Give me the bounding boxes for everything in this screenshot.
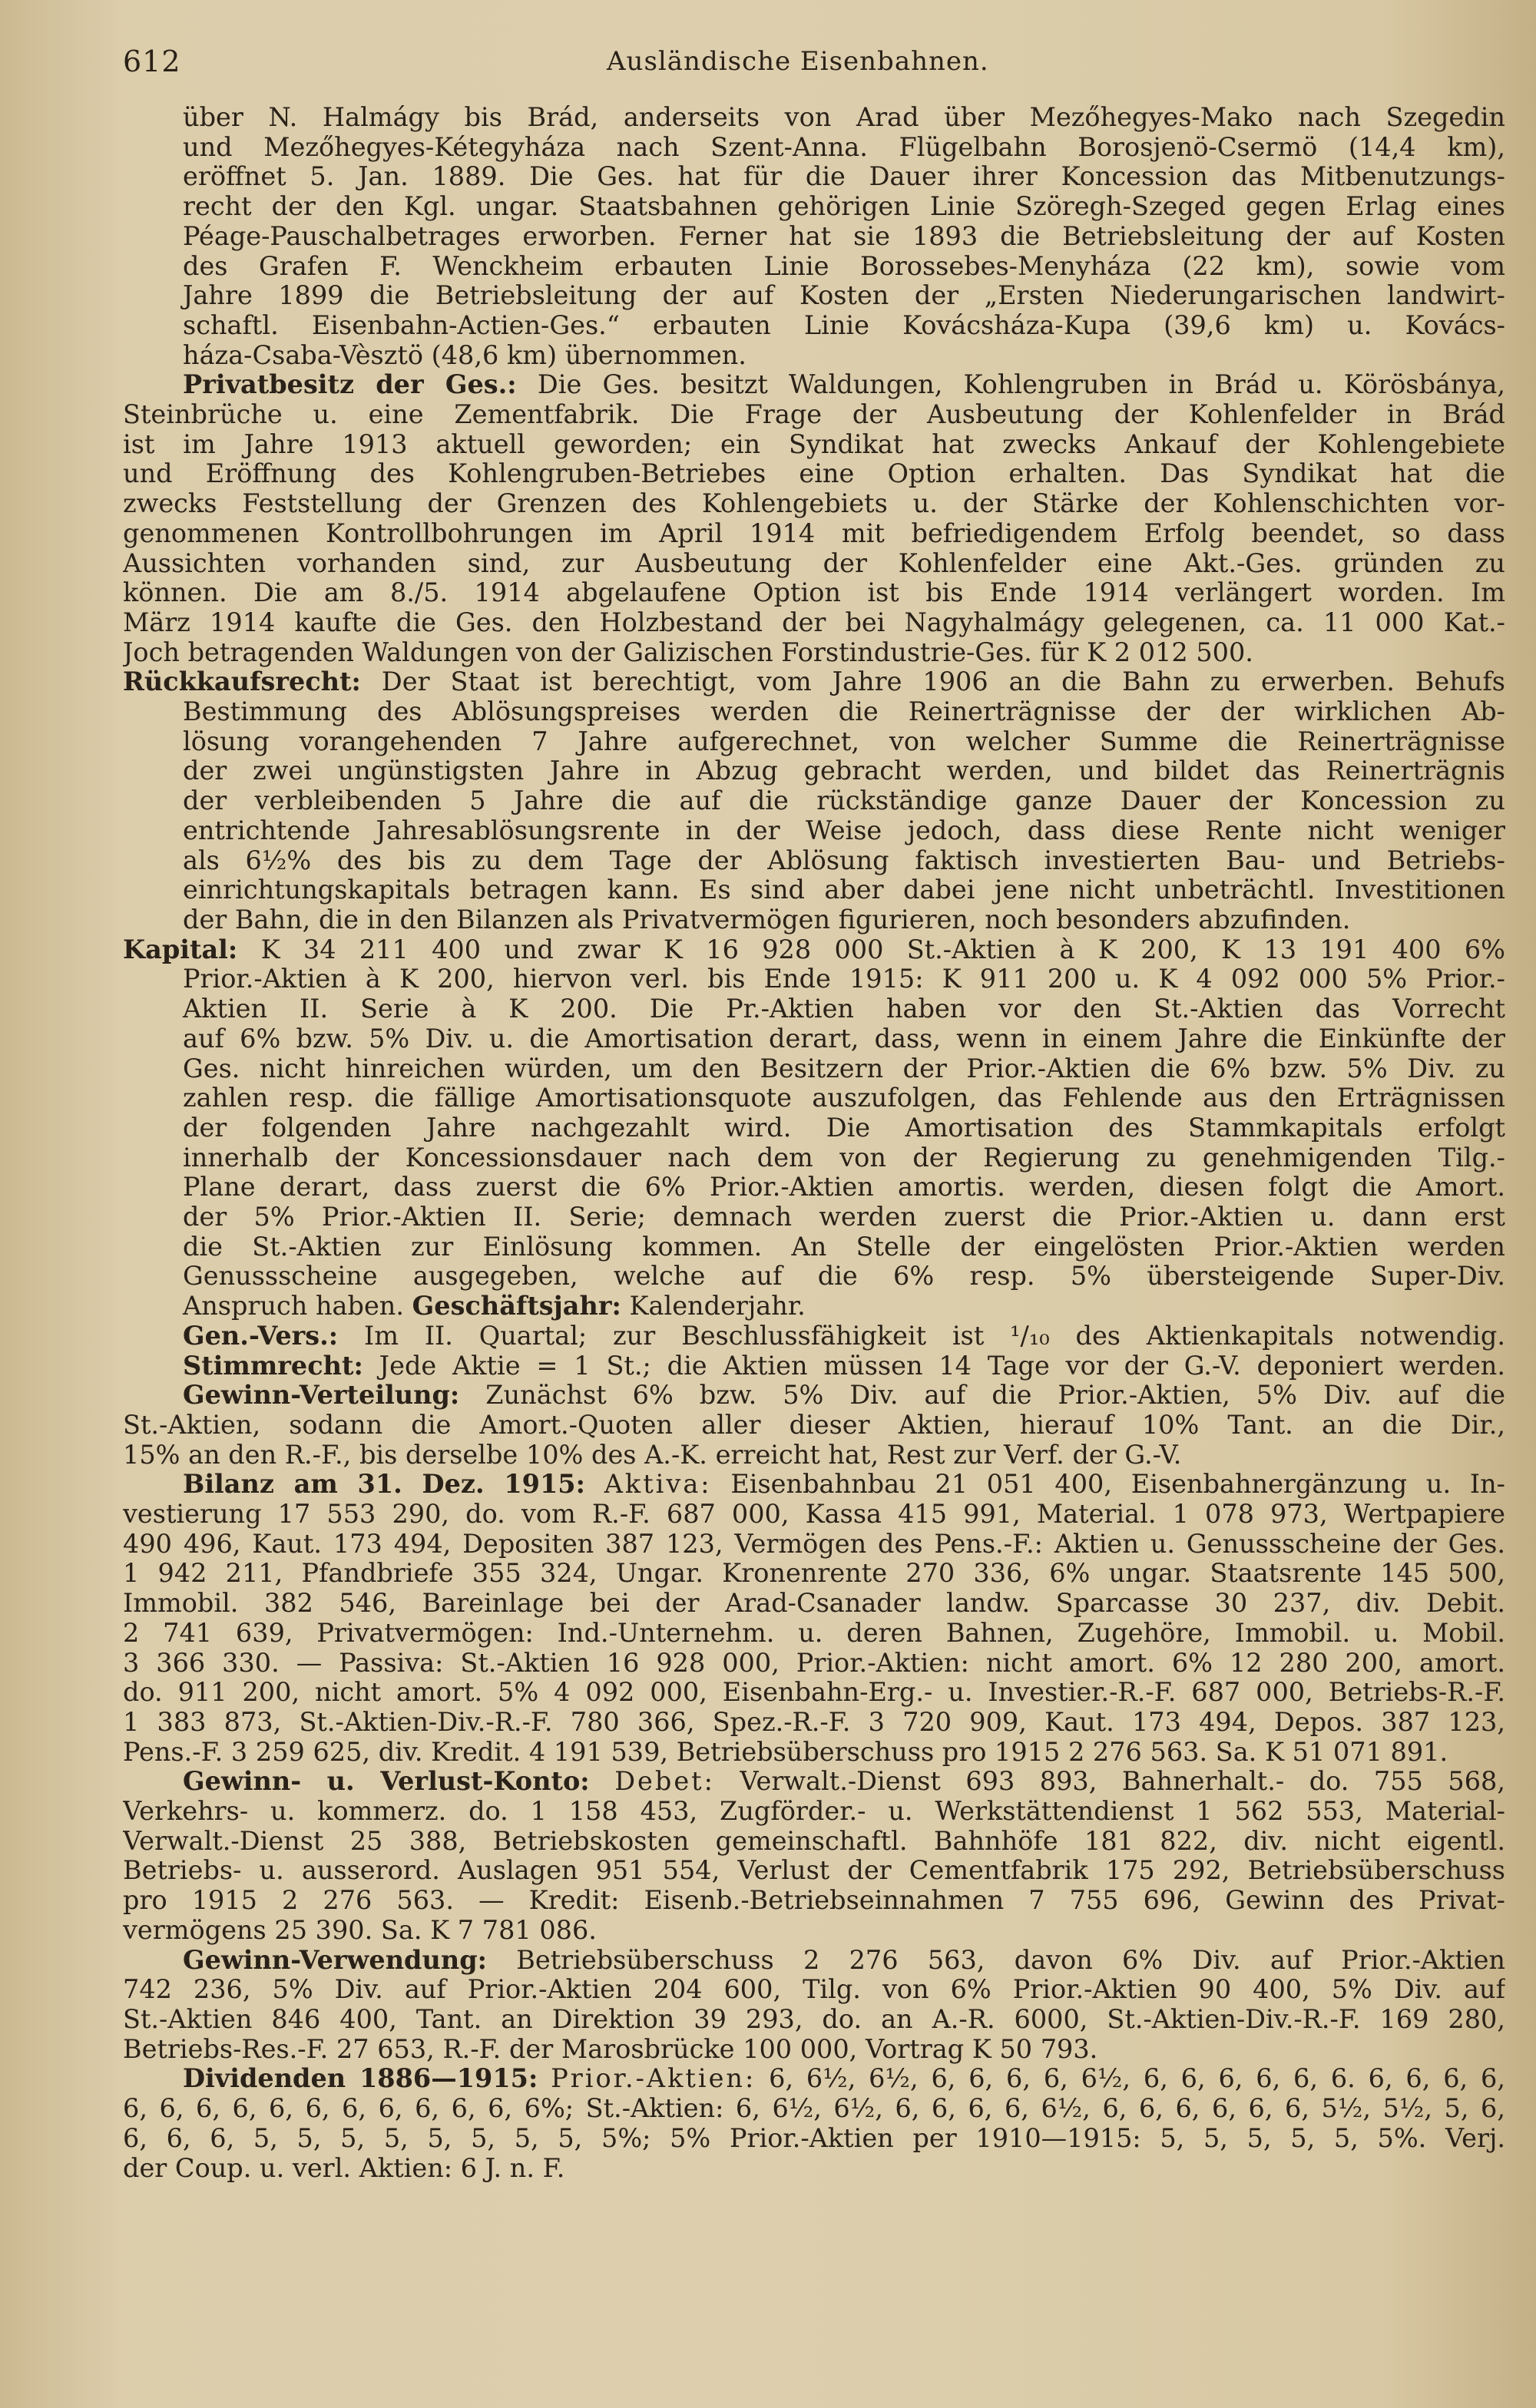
text-line bbox=[123, 638, 1505, 668]
section-label: Gewinn-Verwendung: bbox=[183, 1945, 487, 1975]
line-text: Verwalt.-Dienst 25 388, Betriebskosten gemeinschaftl. Bahnhöfe 181 822, div. nicht eigentl. bbox=[123, 1826, 1505, 1856]
line-text: Pens.-F. 3 259 625, div. Kredit. 4 191 539, Betriebsüberschuss pro 1915 2 276 563. Sa. K 51 071 891. bbox=[123, 1737, 1448, 1767]
line-text: 1 383 873, St.-Aktien-Div.-R.-F. 780 366, Spez.-R.-F. 3 720 909, Kaut. 173 494, Depos. 387 123, bbox=[123, 1707, 1505, 1737]
line-text: Steinbrüche u. eine Zementfabrik. Die Frage der Ausbeutung der Kohlenfelder in Brád bbox=[123, 400, 1505, 430]
line-text: 6, 6½, 6½, 6, 6, 6, 6, 6½, 6, 6, 6, 6, 6, 6. 6, 6, 6, 6, bbox=[756, 2064, 1505, 2094]
text-line bbox=[123, 1470, 1505, 1500]
text-line bbox=[123, 162, 1505, 192]
text-line bbox=[123, 1678, 1505, 1708]
line-text: Genussscheine ausgegeben, welche auf die 6% resp. 5% übersteigende Super-Div. bbox=[183, 1262, 1505, 1292]
text-line bbox=[123, 608, 1505, 638]
line-text: 15% an den R.-F., bis derselbe 10% des A.-K. erreicht hat, Rest zur Verf. der G.-V. bbox=[123, 1440, 1182, 1470]
line-text: der Coup. u. verl. Aktien: 6 J. n. F. bbox=[123, 2153, 565, 2183]
text-line bbox=[123, 905, 1505, 935]
line-text: Bestimmung des Ablösungspreises werden die Reinerträgnisse der der wirklichen Ab- bbox=[183, 697, 1505, 727]
text-line bbox=[123, 370, 1505, 400]
line-text: K 34 211 400 und zwar K 16 928 000 St.-Aktien à K 200, K 13 191 400 6% bbox=[237, 934, 1505, 964]
line-text: pro 1915 2 276 563. — Kredit: Eisenb.-Betriebseinnahmen 7 755 696, Gewinn des Privat- bbox=[123, 1886, 1505, 1916]
line-text: können. Die am 8./5. 1914 abgelaufene Option ist bis Ende 1914 verlängert worden. Im bbox=[123, 578, 1505, 608]
running-title: Ausländische Eisenbahnen. bbox=[607, 46, 989, 77]
text-line bbox=[123, 1321, 1505, 1351]
text-line bbox=[123, 1113, 1505, 1143]
line-text: Jahre 1899 die Betriebsleitung der auf Kosten der „Ersten Niederungarischen landwirt- bbox=[183, 281, 1505, 311]
section-label: Gen.-Vers.: bbox=[183, 1321, 339, 1351]
line-text: auf 6% bzw. 5% Div. u. die Amortisation derart, dass, wenn in einem Jahre die Einkünfte der bbox=[183, 1024, 1505, 1054]
text-line bbox=[123, 816, 1505, 846]
text-line bbox=[123, 1262, 1505, 1292]
text-line bbox=[123, 430, 1505, 460]
text-line bbox=[123, 1946, 1505, 1976]
line-text: do. 911 200, nicht amort. 5% 4 092 000, Eisenbahn-Erg.- u. Investier.-R.-F. 687 000, Betriebs-R.-F. bbox=[123, 1678, 1505, 1708]
body-text bbox=[123, 103, 1505, 2183]
line-text: vestierung 17 553 290, do. vom R.-F. 687 000, Kassa 415 991, Material. 1 078 973, Wertpapiere bbox=[123, 1500, 1505, 1530]
line-text: Im II. Quartal; zur Beschlussfähigkeit ist ¹/₁₀ des Aktienkapitals notwendig. bbox=[338, 1321, 1505, 1351]
text-line bbox=[123, 400, 1505, 430]
line-text: 1 942 211, Pfandbriefe 355 324, Ungar. Kronenrente 270 336, 6% ungar. Staatsrente 145 500, bbox=[123, 1559, 1505, 1589]
line-text: zwecks Feststellung der Grenzen des Kohlengebiets u. der Stärke der Kohlenschichten vor- bbox=[123, 489, 1505, 519]
line-text: Plane derart, dass zuerst die 6% Prior.-Aktien amortis. werden, diesen folgt die Amort. bbox=[183, 1173, 1505, 1202]
line-text: St.-Aktien, sodann die Amort.-Quoten aller dieser Aktien, hierauf 10% Tant. an die Dir., bbox=[123, 1410, 1505, 1440]
text-line bbox=[123, 2154, 1505, 2184]
line-text: der folgenden Jahre nachgezahlt wird. Die Amortisation des Stammkapitals erfolgt bbox=[183, 1113, 1505, 1143]
section-label: Geschäftsjahr: bbox=[412, 1292, 621, 1321]
line-text: Die Ges. besitzt Waldungen, Kohlengruben in Brád u. Körösbánya, bbox=[516, 370, 1505, 400]
text-line bbox=[123, 311, 1505, 341]
text-line bbox=[123, 2094, 1505, 2124]
text-line bbox=[123, 133, 1505, 163]
text-line bbox=[123, 549, 1505, 579]
line-text: ist im Jahre 1913 aktuell geworden; ein Syndikat hat zwecks Ankauf der Kohlengebiete bbox=[123, 429, 1505, 459]
text-line bbox=[123, 1232, 1505, 1262]
text-line bbox=[123, 1351, 1505, 1381]
section-label: Dividenden 1886—1915: bbox=[183, 2064, 538, 2094]
line-text: eröffnet 5. Jan. 1889. Die Ges. hat für die Dauer ihrer Koncession das Mitbenutzungs- bbox=[183, 162, 1505, 192]
line-text: zahlen resp. die fällige Amortisationsquote auszufolgen, das Fehlende aus den Erträgnissen bbox=[183, 1083, 1505, 1113]
text-line bbox=[123, 786, 1505, 816]
text-line bbox=[123, 1500, 1505, 1530]
section-label: Rückkaufsrecht: bbox=[123, 667, 361, 697]
section-label: Kapital: bbox=[123, 934, 238, 964]
line-text: Prior.-Aktien à K 200, hiervon verl. bis Ende 1915: K 911 200 u. K 4 092 000 5% Prior.- bbox=[183, 964, 1505, 994]
line-text: 3 366 330. — Passiva: St.-Aktien 16 928 000, Prior.-Aktien: nicht amort. 6% 12 280 200, amort. bbox=[123, 1648, 1505, 1678]
line-text: Der Staat ist berechtigt, vom Jahre 1906 an die Bahn zu erwerben. Behufs bbox=[360, 667, 1505, 697]
text-line bbox=[123, 1024, 1505, 1054]
text-line bbox=[123, 667, 1505, 697]
section-label: Privatbesitz der Ges.: bbox=[183, 370, 517, 400]
line-text: und Eröffnung des Kohlengruben-Betriebes eine Option erhalten. Das Syndikat hat die bbox=[123, 459, 1505, 489]
line-text: Eisenbahnbau 21 051 400, Eisenbahnergänzung u. In- bbox=[711, 1470, 1505, 1500]
spaced-label: Debet: bbox=[614, 1767, 715, 1797]
line-text: der zwei ungünstigsten Jahre in Abzug gebracht werden, und bildet das Reinerträgnis bbox=[183, 756, 1505, 786]
line-text: der verbleibenden 5 Jahre die auf die rückständige ganze Dauer der Koncession zu bbox=[183, 786, 1505, 816]
text-line bbox=[123, 875, 1505, 905]
line-text: Aussichten vorhanden sind, zur Ausbeutung der Kohlenfelder eine Akt.-Ges. gründen zu bbox=[123, 548, 1505, 578]
section-label: Bilanz am 31. Dez. 1915: bbox=[183, 1470, 585, 1500]
section-label: Gewinn- u. Verlust-Konto: bbox=[183, 1767, 590, 1797]
text-line bbox=[123, 1202, 1505, 1232]
line-text: Kalenderjahr. bbox=[621, 1292, 806, 1321]
line-text: 490 496, Kaut. 173 494, Depositen 387 123, Vermögen des Pens.-F.: Aktien u. Genussscheine der Ges. bbox=[123, 1529, 1505, 1559]
text-line bbox=[123, 964, 1505, 994]
text-line bbox=[123, 1916, 1505, 1946]
line-text: St.-Aktien 846 400, Tant. an Direktion 39 293, do. an A.-R. 6000, St.-Aktien-Div.-R.-F. 169 280, bbox=[123, 2005, 1505, 2034]
text-line bbox=[123, 281, 1505, 311]
spaced-label: Prior.-Aktien: bbox=[551, 2064, 756, 2094]
text-line bbox=[123, 1054, 1505, 1084]
section-label: Gewinn-Verteilung: bbox=[183, 1381, 460, 1411]
line-text: die St.-Aktien zur Einlösung kommen. An Stelle der eingelösten Prior.-Aktien werden bbox=[183, 1232, 1505, 1262]
page-number: 612 bbox=[123, 45, 181, 78]
text-line bbox=[123, 1738, 1505, 1768]
line-text: háza-Csaba-Vèsztö (48,6 km) übernommen. bbox=[183, 340, 746, 370]
text-line bbox=[123, 1827, 1505, 1857]
line-text: schaftl. Eisenbahn-Actien-Ges.“ erbauten Linie Kovácsháza-Kupa (39,6 km) u. Kovács- bbox=[183, 310, 1505, 340]
line-text: Zunächst 6% bzw. 5% Div. auf die Prior.-Aktien, 5% Div. auf die bbox=[459, 1381, 1505, 1411]
text-line bbox=[123, 1173, 1505, 1202]
text-line bbox=[123, 1797, 1505, 1827]
section-label: Stimmrecht: bbox=[183, 1351, 363, 1381]
text-line bbox=[123, 1649, 1505, 1679]
line-text: Immobil. 382 546, Bareinlage bei der Arad-Csanader landw. Sparcasse 30 237, div. Debit. bbox=[123, 1589, 1505, 1619]
text-line bbox=[123, 578, 1505, 608]
line-text: Jede Aktie = 1 St.; die Aktien müssen 14 Tage vor der G.-V. deponiert werden. bbox=[362, 1351, 1505, 1381]
text-line bbox=[123, 192, 1505, 222]
text-line bbox=[123, 994, 1505, 1024]
text-line bbox=[123, 2064, 1505, 2094]
line-text: Ges. nicht hinreichen würden, um den Besitzern der Prior.-Aktien die 6% bzw. 5% Div. zu bbox=[183, 1054, 1505, 1083]
line-text: vermögens 25 390. Sa. K 7 781 086. bbox=[123, 1915, 597, 1945]
text-line bbox=[123, 1856, 1505, 1886]
line-text: recht der den Kgl. ungar. Staatsbahnen gehörigen Linie Szöregh-Szeged gegen Erlag eines bbox=[183, 192, 1505, 222]
line-text: genommenen Kontrollbohrungen im April 1914 mit befriedigendem Erfolg beendet, so dass bbox=[123, 518, 1505, 548]
spaced-label: Aktiva: bbox=[604, 1470, 712, 1500]
line-text: Betriebsüberschuss 2 276 563, davon 6% Div. auf Prior.-Aktien bbox=[486, 1945, 1505, 1975]
text-line bbox=[123, 1589, 1505, 1619]
text-line bbox=[123, 341, 1505, 371]
line-text: entrichtende Jahresablösungsrente in der Weise jedoch, dass diese Rente nicht weniger bbox=[183, 815, 1505, 845]
text-line bbox=[123, 1619, 1505, 1649]
line-text: Betriebs-Res.-F. 27 653, R.-F. der Marosbrücke 100 000, Vortrag K 50 793. bbox=[123, 2034, 1098, 2064]
line-text: innerhalb der Koncessionsdauer nach dem von der Regierung zu genehmigenden Tilg.- bbox=[183, 1143, 1505, 1173]
text-line bbox=[123, 697, 1505, 727]
line-text: 6, 6, 6, 6, 6, 6, 6, 6, 6, 6, 6, 6%; St.-Aktien: 6, 6½, 6½, 6, 6, 6, 6, 6½, 6, 6, 6, 6, 6, 6, 5½, 5½, 5, 6, bbox=[123, 2094, 1505, 2124]
line-text: des Grafen F. Wenckheim erbauten Linie Borossebes-Menyháza (22 km), sowie vom bbox=[183, 251, 1505, 281]
line-text: Aktien II. Serie à K 200. Die Pr.-Aktien haben vor den St.-Aktien das Vorrecht bbox=[183, 994, 1505, 1024]
line-text: Verkehrs- u. kommerz. do. 1 158 453, Zugförder.- u. Werkstättendienst 1 562 553, Material- bbox=[123, 1797, 1505, 1827]
text-line bbox=[123, 1440, 1505, 1470]
text-line bbox=[123, 1381, 1505, 1411]
line-text: einrichtungskapitals betragen kann. Es sind aber dabei jene nicht unbeträchtl. Investitionen bbox=[183, 875, 1505, 905]
text-line bbox=[123, 2005, 1505, 2035]
page-header bbox=[123, 45, 1490, 83]
line-text: Anspruch haben. bbox=[183, 1292, 412, 1321]
text-line bbox=[123, 1530, 1505, 1560]
line-text: als 6½% des bis zu dem Tage der Ablösung faktisch investierten Bau- und Betriebs- bbox=[183, 845, 1505, 875]
line-text: Verwalt.-Dienst 693 893, Bahnerhalt.- do. 755 568, bbox=[714, 1767, 1505, 1797]
text-line bbox=[123, 489, 1505, 519]
text-line bbox=[123, 222, 1505, 252]
text-line bbox=[123, 519, 1505, 549]
text-line bbox=[123, 103, 1505, 133]
line-text: Joch betragenden Waldungen von der Galizischen Forstindustrie-Ges. für K 2 012 500. bbox=[123, 637, 1253, 667]
text-line bbox=[123, 1975, 1505, 2005]
text-line bbox=[123, 1886, 1505, 1916]
text-line bbox=[123, 1292, 1505, 1321]
line-text: Péage-Pauschalbetrages erworben. Ferner hat sie 1893 die Betriebsleitung der auf Kosten bbox=[183, 221, 1505, 251]
text-line bbox=[123, 459, 1505, 489]
text-line bbox=[123, 935, 1505, 965]
text-line bbox=[123, 846, 1505, 876]
line-text: 742 236, 5% Div. auf Prior.-Aktien 204 600, Tilg. von 6% Prior.-Aktien 90 400, 5% Div. auf bbox=[123, 1975, 1505, 2005]
text-line bbox=[123, 1767, 1505, 1797]
line-text: 2 741 639, Privatvermögen: Ind.-Unternehm. u. deren Bahnen, Zugehöre, Immobil. u. Mobil. bbox=[123, 1618, 1505, 1648]
text-line bbox=[123, 2035, 1505, 2065]
line-text: der 5% Prior.-Aktien II. Serie; demnach werden zuerst die Prior.-Aktien u. dann erst bbox=[183, 1202, 1505, 1232]
text-line bbox=[123, 1143, 1505, 1173]
text-line bbox=[123, 1559, 1505, 1589]
line-text: 6, 6, 6, 5, 5, 5, 5, 5, 5, 5, 5, 5%; 5% Prior.-Aktien per 1910—1915: 5, 5, 5, 5, 5, 5%. Verj. bbox=[123, 2123, 1505, 2153]
line-text: lösung vorangehenden 7 Jahre aufgerechnet, von welcher Summe die Reinerträgnisse bbox=[183, 726, 1505, 756]
text-line bbox=[123, 756, 1505, 786]
text-line bbox=[123, 727, 1505, 757]
text-line bbox=[123, 2124, 1505, 2154]
line-text: Betriebs- u. ausserord. Auslagen 951 554, Verlust der Cementfabrik 175 292, Betriebsüberschuss bbox=[123, 1856, 1505, 1886]
line-text: der Bahn, die in den Bilanzen als Privatvermögen figurieren, noch besonders abzufinden. bbox=[183, 905, 1351, 934]
line-text: über N. Halmágy bis Brád, anderseits von Arad über Mezőhegyes-Mako nach Szegedin bbox=[183, 103, 1505, 132]
text-line bbox=[123, 1411, 1505, 1440]
line-text: und Mezőhegyes-Kétegyháza nach Szent-Anna. Flügelbahn Borosjenö-Csermö (14,4 km), bbox=[183, 132, 1505, 162]
text-line bbox=[123, 1708, 1505, 1738]
text-line bbox=[123, 1083, 1505, 1113]
text-line bbox=[123, 252, 1505, 282]
line-text: März 1914 kaufte die Ges. den Holzbestand der bei Nagyhalmágy gelegenen, ca. 11 000 Kat.- bbox=[123, 607, 1505, 637]
